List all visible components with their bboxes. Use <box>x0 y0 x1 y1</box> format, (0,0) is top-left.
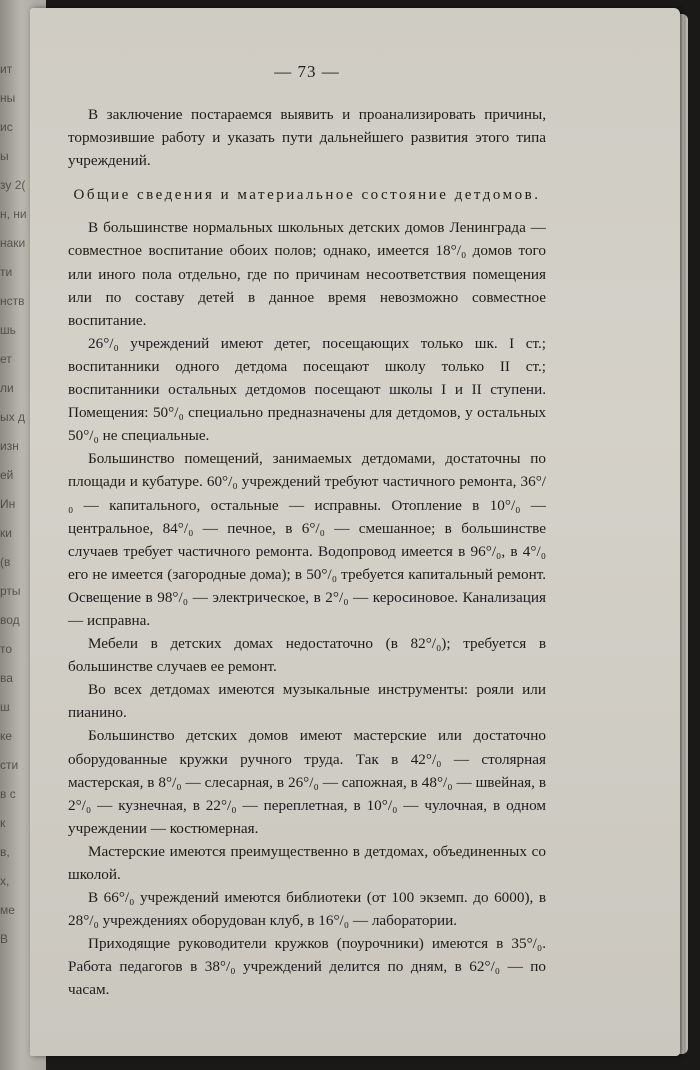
facing-page-fragment: изн <box>0 439 19 453</box>
facing-page-fragment: ит <box>0 62 13 76</box>
facing-page-fragment: в, <box>0 845 10 859</box>
body-paragraph: Приходящие руководители кружков (поурочники) имеются в 35°/₀. Работа педагогов в 38°/₀ учреждений делится по дням, в 62°/₀ — по часам. <box>68 935 546 999</box>
facing-page-fragment: н, ни <box>0 207 27 221</box>
body-paragraph: Большинство помещений, занимаемых детдомами, достаточны по площади и кубатуре. 60°/₀ учреждений требуют частичного ремонта, 36°/₀ — капитального, остальные — исправны. Отопление в 10°/₀ — центральное, 84°/₀ — печное, в 6°/₀ — смешанное; в большинстве случаев требует частичного ремонта. Водопровод имеется в 96°/₀, в 4°/₀ его не имеется (загородные дома); в 50°/₀ требуется капитальный ремонт. Освещение в 98°/₀ — электрическое, в 2°/₀ — керосиновое. Канализация — исправна. <box>68 450 546 629</box>
body-paragraph: В 66°/₀ учреждений имеются библиотеки (от 100 экземп. до 6000), в 28°/₀ учреждениях оборудован клуб, в 16°/₀ — лаборатории. <box>68 889 546 930</box>
facing-page-fragment: ей <box>0 468 14 482</box>
body-paragraph: Мебели в детских домах недостаточно (в 82°/₀); требуется в большинстве случаев ее ремонт. <box>68 635 546 676</box>
facing-page-fragment: (в <box>0 555 11 569</box>
facing-page-fragment: в с <box>0 787 16 801</box>
facing-page-fragment: х, <box>0 874 10 888</box>
facing-page-fragment: то <box>0 642 13 656</box>
facing-page-fragment: ва <box>0 671 13 685</box>
facing-page-fragment: ли <box>0 381 14 395</box>
page-number: — 73 — <box>274 62 340 81</box>
facing-page-fragment: шь <box>0 323 16 337</box>
facing-page-fragment: ти <box>0 265 13 279</box>
facing-page-fragment: ых д <box>0 410 25 424</box>
body-paragraph: Мастерские имеются преимущественно в детдомах, объединенных со школой. <box>68 842 546 883</box>
facing-page-fragment: ш <box>0 700 10 714</box>
body-paragraph: В большинстве нормальных школьных детских домов Ленинграда — совместное воспитание обоих полов; однако, имеется 18°/₀ домов того или иного пола отдельно, где по причинам несоответствия помещения или по составу детей в данное время невозможно совместное воспитание. <box>68 219 546 329</box>
facing-page-fragment: наки <box>0 236 26 250</box>
facing-page-fragment: Ин <box>0 497 16 511</box>
body-paragraph: 26°/₀ учреждений имеют детег, посещающих только шк. I ст.; воспитанники одного детдома посещают школу только II ст.; воспитанники остальных детдомов посещают школы I и II ступени. Помещения: 50°/₀ специально предназначены для детдомов, у остальных 50°/₀ не специальные. <box>68 334 546 445</box>
facing-page-fragment: к <box>0 816 6 830</box>
body-paragraph: Большинство детских домов имеют мастерские или достаточно оборудованные кружки ручного труда. Так в 42°/₀ — столярная мастерская, в 8°/₀ — слесарная, в 26°/₀ — сапожная, в 48°/₀ — швейная, в 2°/₀ — кузнечная, в 22°/₀ — переплетная, в 10°/₀ — чулочная, в одном учреждении — костюмерная. <box>68 727 546 837</box>
facing-page-fragment: сти <box>0 758 19 772</box>
facing-page-fragment: ет <box>0 352 12 366</box>
facing-page-fragment: В <box>0 932 9 946</box>
facing-page-fragment: вод <box>0 613 20 627</box>
facing-page-fragment: ки <box>0 526 12 540</box>
facing-page-fragment: ме <box>0 903 15 917</box>
facing-page-fragment: ке <box>0 729 13 743</box>
page-text <box>68 60 546 1002</box>
facing-page-fragment: ы <box>0 149 9 163</box>
intro-paragraph: В заключение постараемся выявить и проанализировать причины, тормозившие работу и указать пути дальнейшего развития этого типа учреждений. <box>68 106 546 170</box>
facing-page-fragment: ны <box>0 91 16 105</box>
facing-page-fragment: нств <box>0 294 25 308</box>
body-paragraph: Во всех детдомах имеются музыкальные инструменты: рояли или пианино. <box>68 681 546 722</box>
facing-page-fragment: рты <box>0 584 21 598</box>
facing-page-fragment: зу 2( <box>0 178 26 192</box>
section-heading: Общие сведения и материальное состояние детдомов. <box>73 187 541 204</box>
facing-page-fragment: ис <box>0 120 13 134</box>
